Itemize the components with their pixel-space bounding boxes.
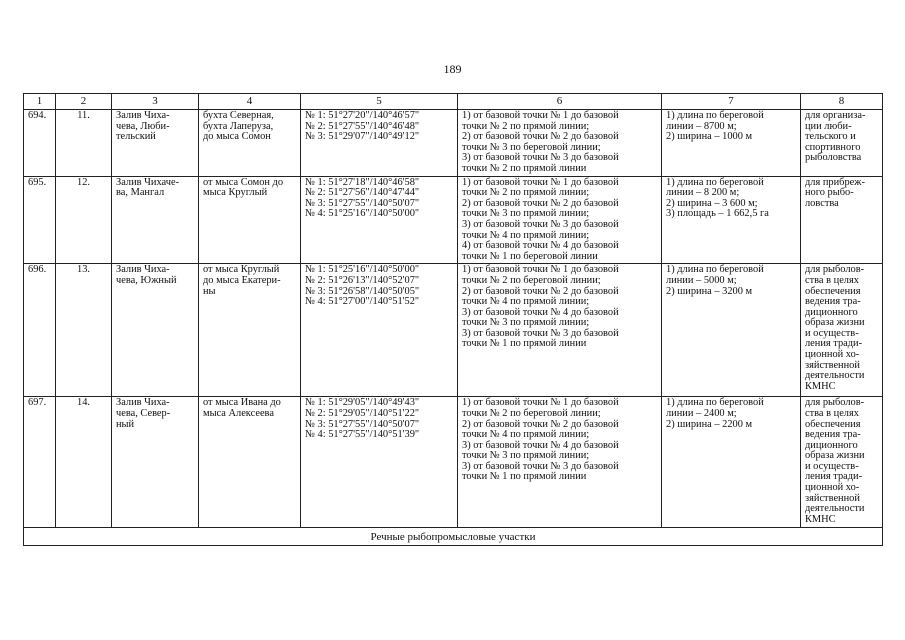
size-line: линии – 8700 м; <box>666 120 737 132</box>
purpose-line: для рыболов- <box>805 264 865 276</box>
purpose-line: и осуществ- <box>805 327 859 339</box>
coordinate-line: № 3: 51°27'55"/140°50'07" <box>305 418 420 430</box>
purpose-line: ции люби- <box>805 120 852 132</box>
purpose-line: деятельности <box>805 503 865 515</box>
area-name-line: чева, Люби- <box>116 120 170 132</box>
column-header-3: 3 <box>112 94 199 110</box>
border-line: 1) от базовой точки № 1 до базовой <box>462 264 619 276</box>
border-line: точки № 4 по прямой линии; <box>462 429 590 441</box>
area-purpose <box>801 110 883 177</box>
border-line: точки № 1 по прямой линии <box>462 338 587 350</box>
purpose-line: ведения тра- <box>805 429 861 441</box>
header-row <box>24 94 883 110</box>
border-line: 4) от базовой точки № 4 до базовой <box>462 240 619 252</box>
purpose-line: спортивного <box>805 141 861 153</box>
page-number: 189 <box>443 62 462 76</box>
purpose-line: деятельности <box>805 370 865 382</box>
purpose-line: образа жизни <box>805 317 865 329</box>
purpose-line: ства в целях <box>805 407 859 419</box>
size-line: линии – 5000 м; <box>666 274 737 286</box>
purpose-line: для прибреж- <box>805 176 865 188</box>
border-line: 3) от базовой точки № 3 до базовой <box>462 460 619 472</box>
row-number: 694. <box>24 110 56 177</box>
bounds-line: бухта Северная, <box>203 110 274 121</box>
purpose-line: ведения тра- <box>805 296 861 308</box>
fishing-areas-table <box>23 93 883 546</box>
area-name-line: ный <box>116 418 135 430</box>
column-header-2: 2 <box>56 94 112 110</box>
border-line: точки № 4 по прямой линии; <box>462 229 590 241</box>
purpose-line: обеспечения <box>805 285 861 297</box>
purpose-line: образа жизни <box>805 450 865 462</box>
coordinate-line: № 4: 51°27'55"/140°51'39" <box>305 429 420 441</box>
purpose-line: ства в целях <box>805 274 859 286</box>
bounds-line: от мыса Сомон до <box>203 176 284 188</box>
bounds-line: ны <box>203 285 216 297</box>
coordinate-line: № 4: 51°25'16"/140°50'00" <box>305 208 420 220</box>
table-row <box>24 176 883 264</box>
bounds-line: от мыса Круглый <box>203 264 280 276</box>
coordinate-line: № 1: 51°29'05"/140°49'43" <box>305 397 420 409</box>
column-header-5: 5 <box>301 94 458 110</box>
area-name-line: чева, Север- <box>116 407 171 419</box>
size-line: 3) площадь – 1 662,5 га <box>666 208 769 220</box>
border-line: 3) от базовой точки № 3 до базовой <box>462 152 619 164</box>
border-line: 3) от базовой точки № 3 до базовой <box>462 218 619 230</box>
border-line: 1) от базовой точки № 1 до базовой <box>462 397 619 409</box>
column-header-4: 4 <box>199 94 301 110</box>
coordinate-line: № 2: 51°29'05"/140°51'22" <box>305 407 420 419</box>
row-sub-number: 13. <box>56 264 112 397</box>
area-name-line: чева, Южный <box>116 274 177 286</box>
size-line: линии – 2400 м; <box>666 407 737 419</box>
coordinates <box>301 264 458 397</box>
area-name-line: Залив Чиха- <box>116 397 170 409</box>
area-bounds <box>199 264 301 397</box>
purpose-line: диционного <box>805 306 858 318</box>
purpose-line: обеспечения <box>805 418 861 430</box>
border-line: точки № 1 по береговой линии <box>462 250 598 262</box>
area-size <box>662 397 801 528</box>
area-purpose <box>801 397 883 528</box>
purpose-line: ловства <box>805 197 839 209</box>
bounds-line: мыса Круглый <box>203 187 268 199</box>
size-line: 2) ширина – 2200 м <box>666 418 753 430</box>
purpose-line: ления тради- <box>805 471 863 483</box>
row-number: 695. <box>24 176 56 264</box>
area-name <box>112 110 199 177</box>
border-line: 2) от базовой точки № 2 до базовой <box>462 197 619 209</box>
border-description <box>458 110 662 177</box>
purpose-line: зяйственной <box>805 492 860 504</box>
border-line: 3) от базовой точки № 4 до базовой <box>462 306 619 318</box>
purpose-line: ного рыбо- <box>805 187 854 199</box>
area-name-line: ва, Мангал <box>116 187 165 199</box>
row-sub-number: 11. <box>56 110 112 177</box>
border-line: точки № 3 по береговой линии; <box>462 141 601 153</box>
purpose-line: тельского и <box>805 131 856 143</box>
border-line: 2) от базовой точки № 2 до базовой <box>462 131 619 143</box>
column-header-8: 8 <box>801 94 883 110</box>
table-row <box>24 264 883 397</box>
bounds-line: до мыса Екатери- <box>203 274 281 286</box>
purpose-line: ционной хо- <box>805 349 860 361</box>
border-line: точки № 2 по береговой линии; <box>462 407 601 419</box>
size-line: 2) ширина – 3200 м <box>666 285 753 297</box>
coordinates <box>301 397 458 528</box>
purpose-line: диционного <box>805 439 858 451</box>
purpose-line: рыболовства <box>805 152 862 164</box>
border-line: 2) от базовой точки № 2 до базовой <box>462 285 619 297</box>
size-line: 1) длина по береговой <box>666 176 764 188</box>
table-row <box>24 110 883 177</box>
border-line: точки № 3 по прямой линии; <box>462 208 590 220</box>
border-line: точки № 4 по прямой линии; <box>462 296 590 308</box>
section-title: Речные рыбопромысловые участки <box>24 528 883 546</box>
column-header-1: 1 <box>24 94 56 110</box>
bounds-line: до мыса Сомон <box>203 131 271 143</box>
row-sub-number: 14. <box>56 397 112 528</box>
column-header-6: 6 <box>458 94 662 110</box>
border-line: точки № 3 по прямой линии; <box>462 317 590 329</box>
area-name <box>112 176 199 264</box>
area-name-line: Залив Чиха- <box>116 110 170 121</box>
purpose-line: КМНС <box>805 513 836 525</box>
border-description <box>458 176 662 264</box>
size-line: 1) длина по береговой <box>666 110 764 121</box>
coordinate-line: № 3: 51°29'07"/140°49'12" <box>305 131 420 143</box>
purpose-line: КМНС <box>805 380 836 392</box>
border-description <box>458 264 662 397</box>
table-row <box>24 397 883 528</box>
coordinate-line: № 4: 51°27'00"/140°51'52" <box>305 296 420 308</box>
border-line: 3) от базовой точки № 3 до базовой <box>462 327 619 339</box>
border-line: точки № 2 по прямой линии; <box>462 120 590 132</box>
size-line: линии – 8 200 м; <box>666 187 740 199</box>
coordinate-line: № 1: 51°27'18"/140°46'58" <box>305 176 420 188</box>
border-line: точки № 2 по прямой линии; <box>462 187 590 199</box>
border-line: точки № 2 по прямой линии <box>462 162 587 174</box>
purpose-line: ционной хо- <box>805 482 860 494</box>
purpose-line: и осуществ- <box>805 460 859 472</box>
coordinate-line: № 2: 51°27'56"/140°47'44" <box>305 187 420 199</box>
area-name-line: Залив Чихаче- <box>116 176 180 188</box>
area-purpose <box>801 176 883 264</box>
size-line: 2) ширина – 3 600 м; <box>666 197 758 209</box>
bounds-line: бухта Лаперуза, <box>203 120 274 132</box>
column-header-7: 7 <box>662 94 801 110</box>
border-line: точки № 3 по прямой линии; <box>462 450 590 462</box>
border-line: 3) от базовой точки № 4 до базовой <box>462 439 619 451</box>
border-description <box>458 397 662 528</box>
coordinates <box>301 176 458 264</box>
coordinate-line: № 3: 51°26'58"/140°50'05" <box>305 285 420 297</box>
purpose-line: зяйственной <box>805 359 860 371</box>
purpose-line: для рыболов- <box>805 397 865 409</box>
area-name <box>112 397 199 528</box>
coordinate-line: № 3: 51°27'55"/140°50'07" <box>305 197 420 209</box>
area-bounds <box>199 176 301 264</box>
coordinate-line: № 2: 51°27'55"/140°46'48" <box>305 120 420 132</box>
border-line: точки № 1 по прямой линии <box>462 471 587 483</box>
area-size <box>662 176 801 264</box>
row-sub-number: 12. <box>56 176 112 264</box>
area-bounds <box>199 397 301 528</box>
coordinates <box>301 110 458 177</box>
area-bounds <box>199 110 301 177</box>
purpose-line: ления тради- <box>805 338 863 350</box>
size-line: 1) длина по береговой <box>666 264 764 276</box>
border-line: 1) от базовой точки № 1 до базовой <box>462 176 619 188</box>
area-name <box>112 264 199 397</box>
area-size <box>662 264 801 397</box>
section-heading-row <box>24 528 883 546</box>
area-purpose <box>801 264 883 397</box>
coordinate-line: № 2: 51°26'13"/140°52'07" <box>305 274 420 286</box>
bounds-line: от мыса Ивана до <box>203 397 281 409</box>
area-size <box>662 110 801 177</box>
border-line: точки № 2 по береговой линии; <box>462 274 601 286</box>
row-number: 696. <box>24 264 56 397</box>
coordinate-line: № 1: 51°25'16"/140°50'00" <box>305 264 420 276</box>
size-line: 1) длина по береговой <box>666 397 764 409</box>
bounds-line: мыса Алексеева <box>203 407 274 419</box>
area-name-line: Залив Чиха- <box>116 264 170 276</box>
size-line: 2) ширина – 1000 м <box>666 131 753 143</box>
border-line: 2) от базовой точки № 2 до базовой <box>462 418 619 430</box>
area-name-line: тельский <box>116 131 156 143</box>
purpose-line: для организа- <box>805 110 866 121</box>
coordinate-line: № 1: 51°27'20"/140°46'57" <box>305 110 420 121</box>
row-number: 697. <box>24 397 56 528</box>
border-line: 1) от базовой точки № 1 до базовой <box>462 110 619 121</box>
